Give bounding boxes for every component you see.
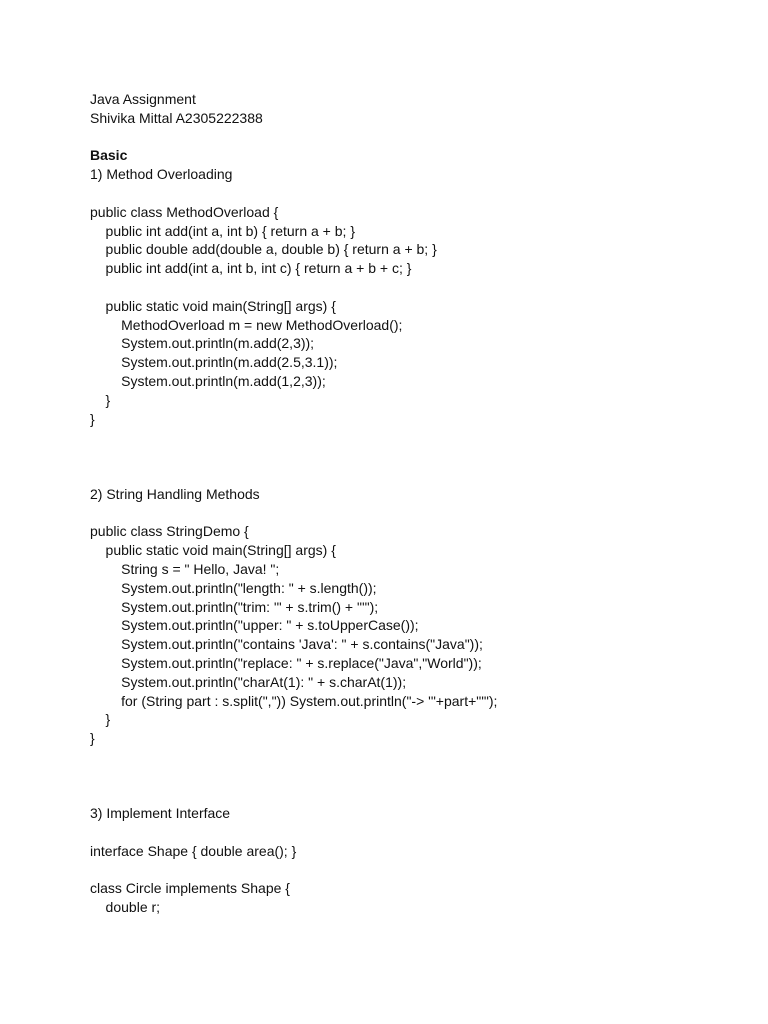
code-line: System.out.println(m.add(2,3)); [90, 335, 315, 352]
code-line: System.out.println("replace: " + s.replace("Java","World")); [90, 654, 482, 671]
code-line: System.out.println(m.add(2.5,3.1)); [90, 354, 338, 371]
code-line: for (String part : s.split(",")) System.out.println("-> '"+part+"'"); [90, 692, 498, 709]
code-line: public int add(int a, int b) { return a + b; } [90, 222, 355, 239]
blank-gap [90, 428, 730, 484]
blank-line [90, 128, 730, 147]
code-line: public class StringDemo { [90, 523, 249, 540]
code-line [90, 861, 730, 880]
code-line: System.out.println("trim: '" + s.trim() + "'"); [90, 598, 379, 615]
code-block [90, 203, 730, 429]
blank-gap [90, 748, 730, 804]
code-line: public class MethodOverload { [90, 203, 279, 220]
code-line: double r; [90, 899, 161, 916]
code-line: public int add(int a, int b, int c) { return a + b + c; } [90, 260, 412, 277]
blank-line [90, 823, 730, 842]
code-line: } [90, 410, 95, 427]
document-body [90, 90, 730, 917]
code-line: System.out.println(m.add(1,2,3)); [90, 372, 326, 389]
code-line: public static void main(String[] args) { [90, 297, 336, 314]
code-line: System.out.println("charAt(1): " + s.charAt(1)); [90, 673, 407, 690]
code-line: String s = " Hello, Java! "; [90, 560, 280, 577]
code-line: System.out.println("contains 'Java': " + s.contains("Java")); [90, 636, 483, 653]
code-line: MethodOverload m = new MethodOverload(); [90, 316, 403, 333]
document-title: Java Assignment [90, 91, 196, 107]
code-line: System.out.println("length: " + s.length()); [90, 579, 377, 596]
author-line: Shivika Mittal A2305222388 [90, 109, 263, 126]
code-line [90, 278, 730, 297]
blank-line [90, 184, 730, 203]
code-block [90, 842, 730, 917]
code-line: interface Shape { double area(); } [90, 842, 297, 859]
category-heading: Basic [90, 147, 128, 164]
code-line: class Circle implements Shape { [90, 880, 290, 897]
code-block [90, 522, 730, 748]
code-line: } [90, 730, 95, 747]
code-line: public double add(double a, double b) { return a + b; } [90, 241, 437, 258]
section-heading: 2) String Handling Methods [90, 485, 260, 502]
blank-line [90, 504, 730, 523]
section-heading: 3) Implement Interface [90, 805, 231, 822]
section-heading: 1) Method Overloading [90, 166, 233, 183]
code-line: System.out.println("upper: " + s.toUpperCase()); [90, 617, 419, 634]
code-line: } [90, 711, 111, 728]
code-line: public static void main(String[] args) { [90, 542, 336, 559]
code-line: } [90, 391, 111, 408]
